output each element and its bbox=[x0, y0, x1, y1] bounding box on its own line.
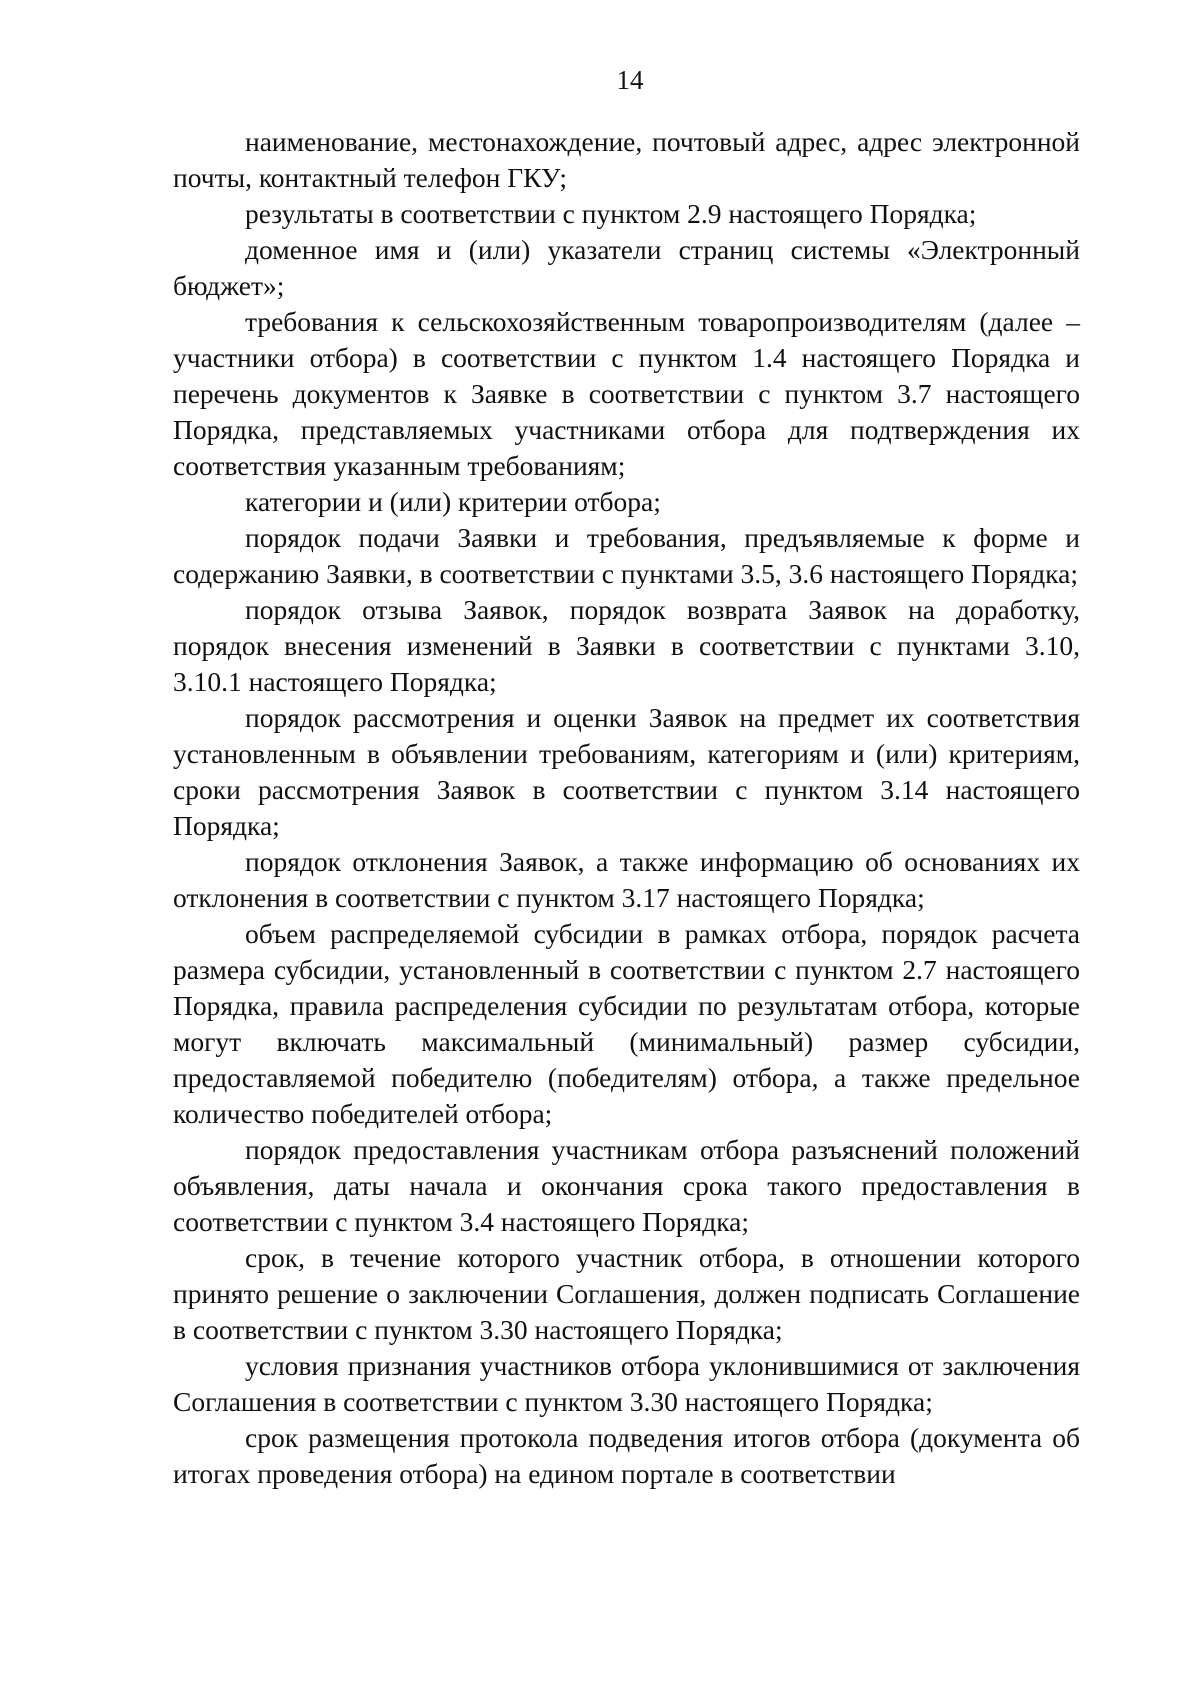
paragraph-rejection-order: порядок отклонения Заявок, а также информацию об основаниях их отклонения в соответствии с пунктом 3.17 настоящего Порядка; bbox=[173, 846, 1080, 913]
paragraph-review-order: порядок рассмотрения и оценки Заявок на предмет их соответствия установленным в объявлении требованиям, категориям и (или) критериям, сроки рассмотрения Заявок в соответствии с пунктом 3.14 настоящего Порядка; bbox=[173, 702, 1080, 841]
paragraph-results: результаты в соответствии с пунктом 2.9 настоящего Порядка; bbox=[245, 198, 977, 229]
paragraph-clarifications: порядок предоставления участникам отбора разъяснений положений объявления, даты начала и окончания срока такого предоставления в соответствии с пунктом 3.4 настоящего Порядка; bbox=[173, 1134, 1080, 1237]
paragraph-requirements: требования к сельскохозяйственным товаропроизводителям (далее – участники отбора) в соответствии с пунктом 1.4 настоящего Порядка и перечень документов к Заявке в соответствии с пунктом 3.7 настоящего Порядка, представляемых участниками отбора для подтверждения их соответствия указанным требованиям; bbox=[173, 306, 1080, 481]
paragraph-domain-name: доменное имя и (или) указатели страниц системы «Электронный бюджет»; bbox=[173, 234, 1080, 301]
paragraph-subsidy-volume: объем распределяемой субсидии в рамках отбора, порядок расчета размера субсидии, установленный в соответствии с пунктом 2.7 настоящего Порядка, правила распределения субсидии по результатам отбора, которые могут включать максимальный (минимальный) размер субсидии, предоставляемой победителю (победителям) отбора, а также предельное количество победителей отбора; bbox=[173, 918, 1080, 1129]
paragraph-submission-order: порядок подачи Заявки и требования, предъявляемые к форме и содержанию Заявки, в соответствии с пунктами 3.5, 3.6 настоящего Порядка; bbox=[173, 522, 1080, 589]
paragraph-protocol-term: срок размещения протокола подведения итогов отбора (документа об итогах проведения отбора) на едином портале в соответствии bbox=[173, 1422, 1080, 1489]
paragraph-contacts: наименование, местонахождение, почтовый адрес, адрес электронной почты, контактный телефон ГКУ; bbox=[173, 126, 1080, 193]
paragraph-evasion-conditions: условия признания участников отбора уклонившимися от заключения Соглашения в соответствии с пунктом 3.30 настоящего Порядка; bbox=[173, 1350, 1080, 1417]
paragraph-categories: категории и (или) критерии отбора; bbox=[245, 486, 661, 517]
page-number: 14 bbox=[616, 65, 644, 95]
document-body bbox=[173, 124, 1080, 1492]
paragraph-withdrawal-order: порядок отзыва Заявок, порядок возврата Заявок на доработку, порядок внесения изменений в Заявки в соответствии с пунктами 3.10, 3.10.1 настоящего Порядка; bbox=[173, 594, 1080, 697]
paragraph-signing-term: срок, в течение которого участник отбора, в отношении которого принято решение о заключении Соглашения, должен подписать Соглашение в соответствии с пунктом 3.30 настоящего Порядка; bbox=[173, 1242, 1080, 1345]
